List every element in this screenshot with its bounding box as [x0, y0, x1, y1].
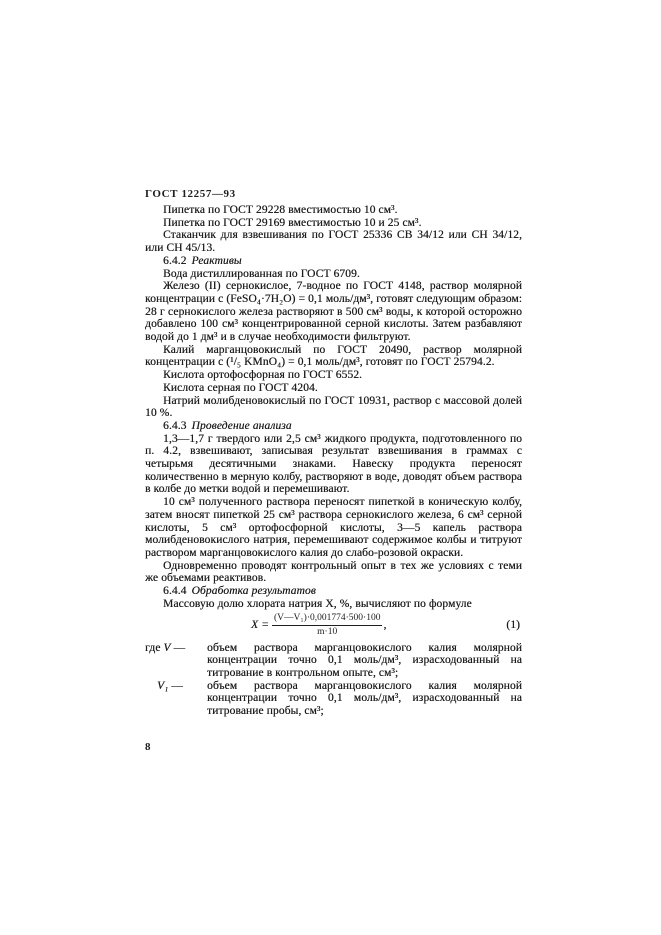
paragraph: Вода дистиллированная по ГОСТ 6709. — [163, 267, 360, 280]
section-title: Обработка результатов — [191, 585, 316, 598]
formula-fraction — [272, 613, 382, 638]
section-title: Реактивы — [191, 254, 242, 267]
paragraph: Пипетка по ГОСТ 29228 вместимостью 10 см³. — [163, 204, 398, 216]
section-title: Проведение анализа — [191, 419, 292, 432]
definition-prefix: где — [145, 641, 164, 654]
definition-symbol: V₁ — [157, 679, 169, 692]
section-number: 6.4.4 — [163, 585, 187, 598]
definition-text: объем раствора марганцовокислого калия молярной концентрации точно 0,1 моль/дм³, израсходованный на титрование в контрольном опыте, см³; — [207, 641, 522, 679]
paragraph: Одновременно проводят контрольный опыт в тех же условиях с теми же объемами реактивов. — [145, 559, 522, 585]
document-body — [145, 204, 522, 718]
definition-v1 — [145, 680, 522, 718]
section-heading-6-4-4 — [145, 585, 522, 598]
definition-dash: — — [168, 679, 186, 692]
section-number: 6.4.3 — [163, 419, 187, 432]
paragraph: Стаканчик для взвешивания по ГОСТ 25336 СВ 34/12 или СН 34/12, или СН 45/13. — [145, 229, 522, 255]
definition-text: объем раствора марганцовокислого калия молярной концентрации точно 0,1 моль/дм³, израсходованный на титрование пробы, см³; — [207, 679, 522, 718]
formula-equation-number: (1) — [506, 618, 520, 631]
paragraph: Калий марганцовокислый по ГОСТ 20490, раствор молярной концентрации с (¹/₅ KMnO₄) = 0,1 моль/дм³, готовят по ГОСТ 25794.2. — [145, 343, 522, 369]
formula-1 — [145, 613, 522, 639]
formula-numerator: (V—V₁)·0,001774·500·100 — [272, 613, 382, 626]
definition-symbol: V — [163, 641, 171, 654]
paragraph: Пипетка по ГОСТ 29169 вместимостью 10 и 25 см³. — [163, 216, 422, 229]
paragraph: Массовую долю хлората натрия X, %, вычисляют по формуле — [163, 597, 472, 610]
formula-lhs: X = — [251, 619, 269, 632]
paragraph: Натрий молибденовокислый по ГОСТ 10931, раствор с массовой долей 10 %. — [145, 394, 522, 420]
definition-v — [145, 642, 522, 680]
document-standard-number: ГОСТ 12257—93 — [145, 188, 236, 200]
paragraph: Железо (II) сернокислое, 7-водное по ГОСТ 4148, раствор молярной концентрации с (FeSO₄·7H₂O) = 0,1 моль/дм³, готовят следующим образом: 28 г сернокислого железа растворяют в 500 см³ воды, к которой осторожно добавлено 100 см³ концентрированной серной кислоты. Затем разбавляют водой до 1 дм³ и в случае необходимости фильтруют. — [145, 280, 522, 344]
section-number: 6.4.2 — [163, 254, 187, 267]
definition-dash: — — [170, 641, 189, 654]
formula-trailing-comma: , — [383, 619, 387, 632]
formula-denominator: m·10 — [317, 627, 338, 637]
paragraph: Кислота серная по ГОСТ 4204. — [163, 381, 318, 394]
section-heading-6-4-3 — [145, 420, 522, 433]
definition-label — [145, 680, 207, 718]
paragraph: Кислота ортофосфорная по ГОСТ 6552. — [163, 369, 363, 382]
page-number: 8 — [145, 741, 151, 753]
definition-label — [145, 642, 207, 680]
paragraph: 10 см³ полученного раствора переносят пипеткой в коническую колбу, затем вносят пипеткой 25 см³ раствора сернокислого железа, 6 см³ серной кислоты, 5 см³ ортофосфорной кислоты, 3—5 капель раствора молибденовокислого натрия, перемешивают содержимое колбы и титруют раствором марганцовокислого калия до слабо-розовой окраски. — [145, 496, 522, 559]
paragraph: 1,3—1,7 г твердого или 2,5 см³ жидкого продукта, подготовленного по п. 4.2, взвешивают, записывая результат взвешивания в граммах с четырьмя десятичными знаками. Навеску продукта переносят количественно в мерную колбу, растворяют в воде, доводят объем раствора в колбе до метки водой и перемешивают. — [145, 432, 522, 496]
section-heading-6-4-2 — [145, 255, 522, 268]
